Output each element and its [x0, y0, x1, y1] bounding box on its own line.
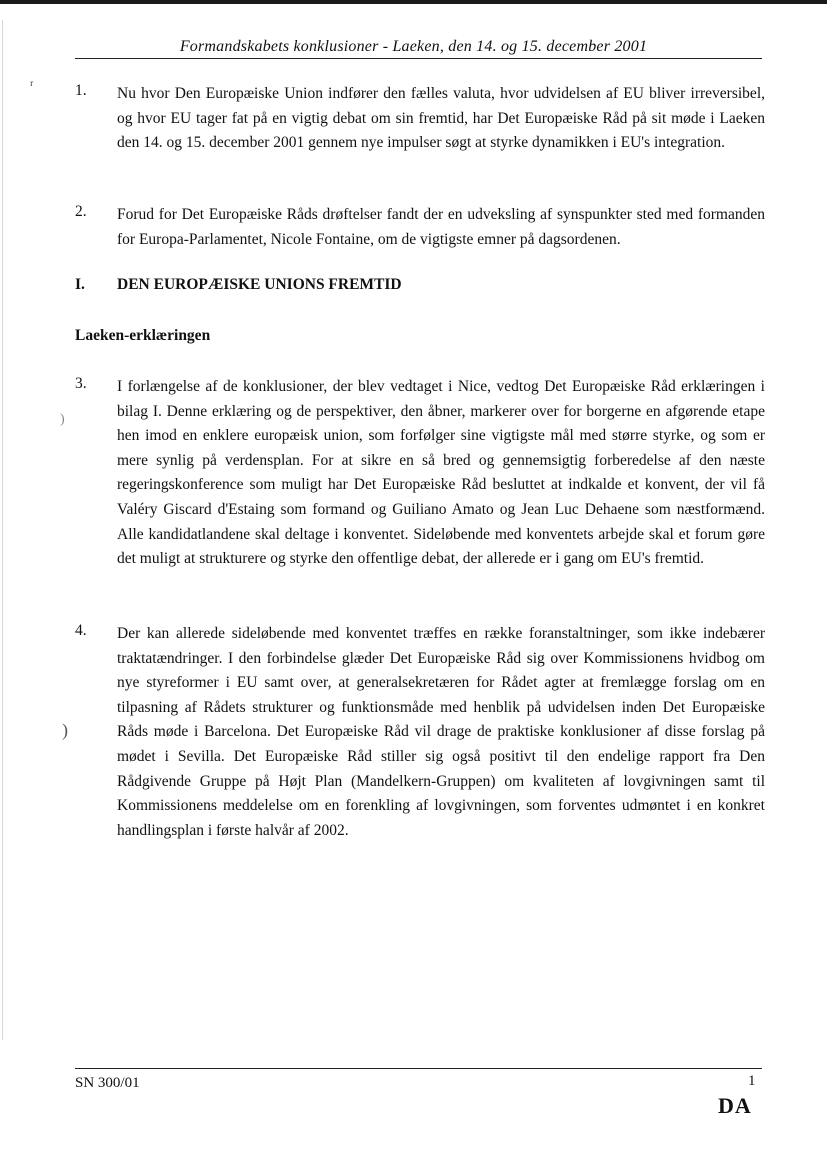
page-number: 1 [748, 1073, 756, 1089]
margin-mark: ʳ [30, 78, 34, 94]
section-number: I. [75, 276, 85, 293]
paragraph-number: 4. [75, 622, 87, 639]
paragraph-text: Nu hvor Den Europæiske Union indfører den fælles valuta, hvor udvidelsen af EU bliver irreversibel, og hvor EU tager fat på en vigtig debat om sin fremtid, har Det Europæiske Råd på sit møde i Laeken den 14. og 15. december 2001 gennem nye impulser søgt at styrke dynamikken i EU's integration. [117, 85, 765, 152]
footer-rule [75, 1068, 762, 1069]
scan-left-edge [2, 20, 3, 1040]
subheading: Laeken-erklæringen [75, 327, 211, 344]
header-rule [75, 58, 762, 59]
language-code: DA [718, 1093, 752, 1118]
paragraph-number: 3. [75, 375, 87, 392]
margin-mark: ) [60, 412, 65, 427]
document-reference: SN 300/01 [75, 1075, 140, 1091]
paragraph-text: Forud for Det Europæiske Råds drøftelser fandt der en udveksling af synspunkter sted med formanden for Europa-Parlamentet, Nicole Fontaine, om de vigtigste emner på dagsordenen. [117, 206, 765, 248]
paragraph-number: 2. [75, 203, 87, 220]
paragraph-text: Der kan allerede sideløbende med konventet træffes en række foranstaltninger, som ikke indebærer traktatændringer. I den forbindelse glæder Det Europæiske Råd sig over Kommissionens hvidbog om nye styreformer i EU samt over, at generalsekretæren for Rådet agter at fremlægge forslag om en tilpasning af Rådets strukturer og funktionsmåde med henblik på udvidelsen inden Det Europæiske Råds møde i Barcelona. Det Europæiske Råd vil drage de praktiske konklusioner af disse forslag på mødet i Sevilla. Det Europæiske Råd stiller sig også positivt til den endelige rapport fra Den Rådgivende Gruppe på Højt Plan (Mandelkern-Gruppen) om kvaliteten af lovgivningen samt til Kommissionens meddelelse om en forenkling af lovgivningen, som forventes udmøntet i en konkret handlingsplan i første halvår af 2002. [117, 625, 765, 839]
margin-mark: ) [62, 720, 68, 740]
section-title: DEN EUROPÆISKE UNIONS FREMTID [117, 276, 402, 293]
page-top-border [0, 0, 827, 4]
paragraph-number: 1. [75, 82, 87, 99]
paragraph-text: I forlængelse af de konklusioner, der blev vedtaget i Nice, vedtog Det Europæiske Råd erklæringen i bilag I. Denne erklæring og de perspektiver, den åbner, markerer over for borgerne en afgørende etape hen imod en enklere europæisk union, som forfølger sine vigtigste mål med større styrke, og som er mere synlig på verdensplan. For at sikre en så bred og gennemsigtig forberedelse af den næste regeringskonference som muligt har Det Europæiske Råd besluttet at indkalde et konvent, der vil få Valéry Giscard d'Estaing som formand og Guiliano Amato og Jean Luc Dehaene som næstformænd. Alle kandidatlandene skal deltage i konventet. Sideløbende med konventets arbejde skal et forum gøre det muligt at strukturere og styrke den offentlige debat, der allerede er i gang om EU's fremtid. [117, 378, 765, 568]
page-header-title: Formandskabets konklusioner - Laeken, den 14. og 15. december 2001 [179, 38, 648, 55]
